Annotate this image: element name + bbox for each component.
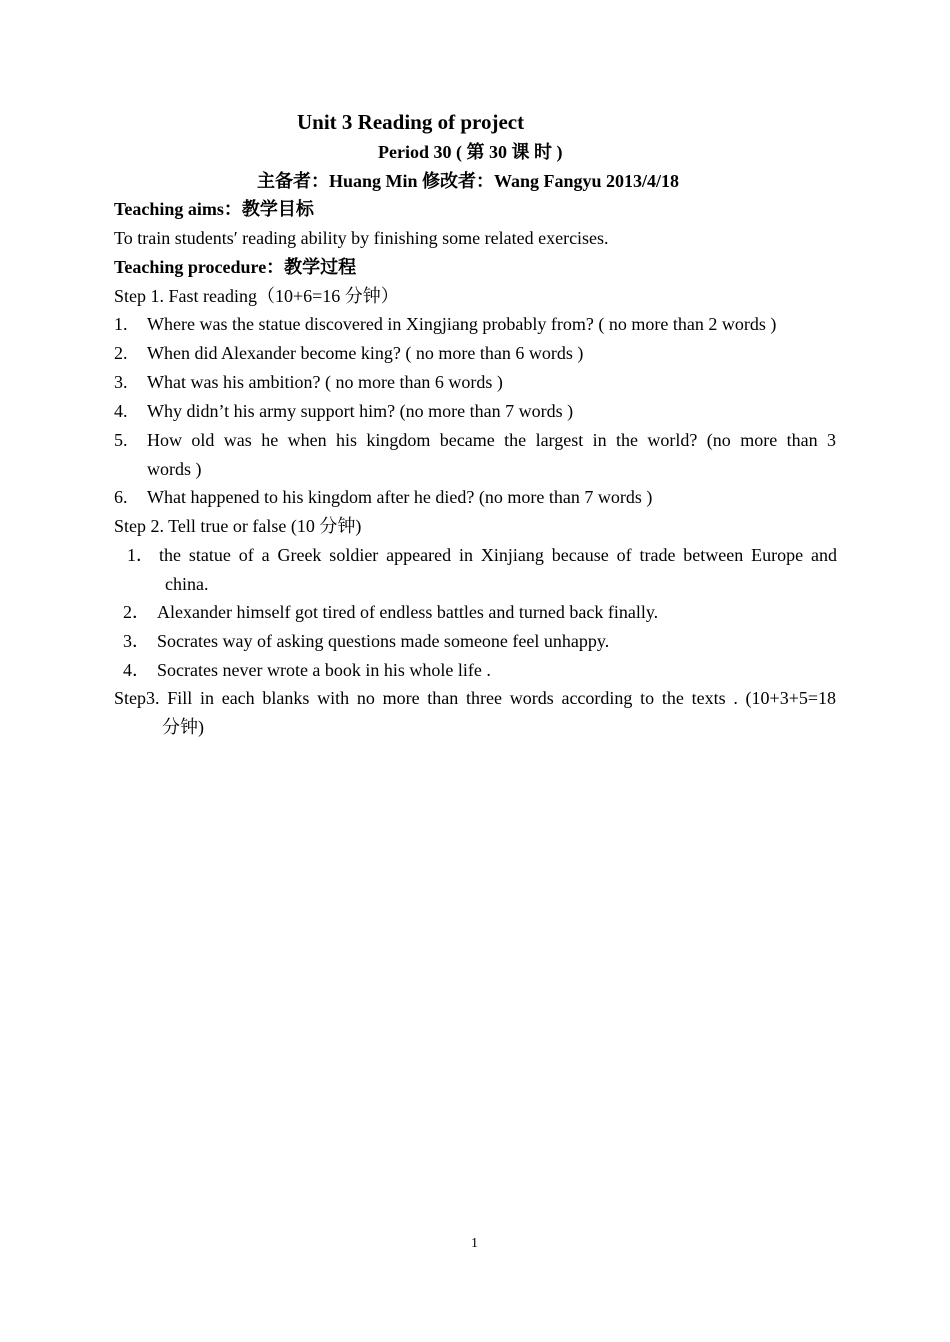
item-text: Socrates way of asking questions made someone feel unhappy.	[157, 631, 610, 651]
item-number: 2．	[123, 602, 150, 622]
procedure-heading: Teaching procedure：教学过程	[114, 257, 357, 277]
item-number: 1.	[114, 314, 128, 334]
item-text: How old was he when his kingdom became the largest in the world? (no more than 3	[147, 430, 836, 450]
item-text: Why didn’t his army support him? (no more than 7 words )	[147, 401, 574, 421]
item-number: 4.	[114, 401, 128, 421]
item-number: 2.	[114, 343, 128, 363]
item-text-continuation: words )	[147, 459, 202, 479]
list-item-number: 1．	[127, 545, 154, 565]
list-item	[123, 630, 609, 652]
item-text: Where was the statue discovered in Xingjiang probably from? ( no more than 2 words )	[147, 314, 777, 334]
step3-text: Step3. Fill in each blanks with no more than three words according to the texts . (10+3+5=18	[114, 688, 836, 708]
document-title: Unit 3 Reading of project	[297, 110, 525, 134]
step1-heading: Step 1. Fast reading（10+6=16 分钟）	[114, 286, 399, 306]
item-text: Alexander himself got tired of endless battles and turned back finally.	[157, 602, 659, 622]
period-line: Period 30 ( 第 30 课 时 )	[378, 142, 563, 162]
item-text: Socrates never wrote a book in his whole life .	[157, 660, 491, 680]
list-item	[123, 659, 491, 681]
item-text: the statue of a Greek soldier appeared in Xinjiang because of trade between Europe and	[159, 545, 837, 565]
item-text-continuation: china.	[165, 574, 209, 594]
step2-heading: Step 2. Tell true or false (10 分钟)	[114, 516, 362, 536]
item-number: 3.	[114, 372, 128, 392]
item-text: When did Alexander become king? ( no more than 6 words )	[147, 343, 584, 363]
list-item	[114, 313, 776, 335]
item-text: What happened to his kingdom after he died? (no more than 7 words )	[147, 487, 653, 507]
list-item	[114, 486, 652, 508]
list-item	[114, 400, 573, 422]
aims-heading: Teaching aims：教学目标	[114, 199, 314, 219]
list-item	[114, 371, 503, 393]
aims-text: To train students′ reading ability by finishing some related exercises.	[114, 228, 609, 248]
list-item	[123, 601, 658, 623]
item-number: 3．	[123, 631, 150, 651]
item-number: 6.	[114, 487, 128, 507]
item-number: 5.	[114, 430, 128, 450]
step3-continuation: 分钟)	[162, 717, 204, 737]
authors-line: 主备者：Huang Min 修改者：Wang Fangyu 2013/4/18	[257, 171, 680, 191]
item-number: 4．	[123, 660, 150, 680]
list-item	[114, 342, 583, 364]
page-number: 1	[471, 1236, 478, 1251]
item-text: What was his ambition? ( no more than 6 words )	[147, 372, 503, 392]
list-item	[114, 429, 147, 451]
